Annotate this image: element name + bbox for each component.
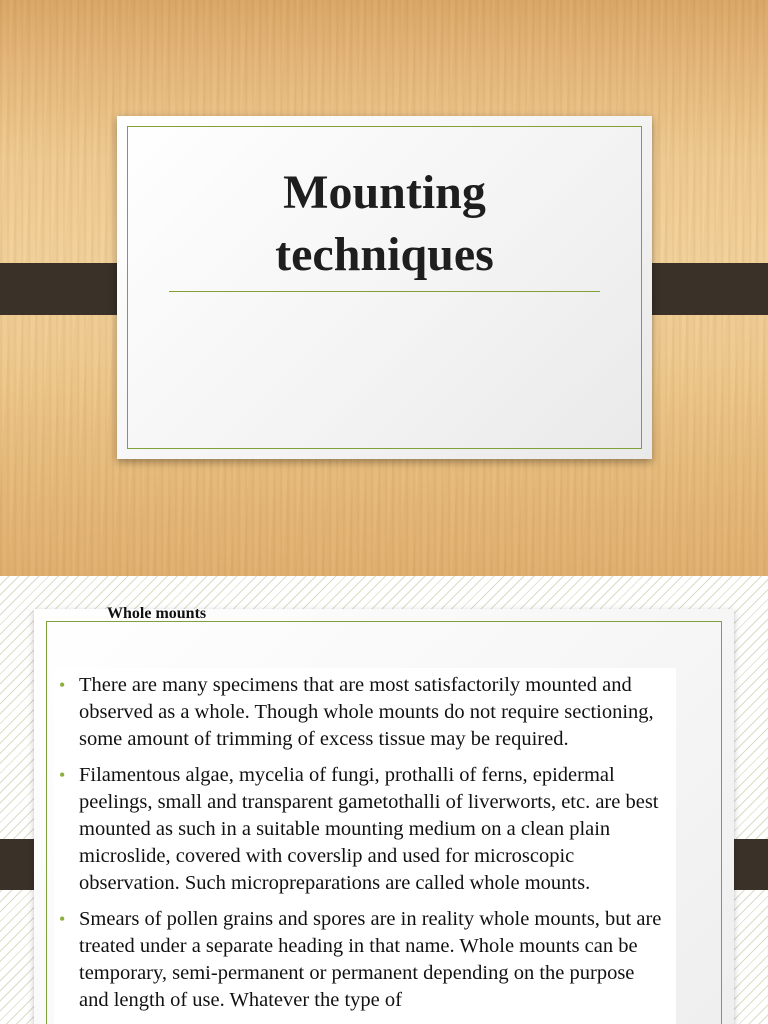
title-card bbox=[117, 116, 652, 459]
list-item bbox=[59, 672, 666, 753]
list-item bbox=[59, 906, 666, 1014]
bullet-icon: • bbox=[59, 765, 66, 785]
bullet-text: There are many specimens that are most satisfactorily mounted and observed as a whole. Though whole mounts do not require sectioning, some amount of trimming of excess tissue may be required. bbox=[79, 674, 654, 750]
bullet-icon: • bbox=[59, 909, 66, 929]
content-slide bbox=[0, 576, 768, 1024]
bullet-text: Filamentous algae, mycelia of fungi, prothalli of ferns, epidermal peelings, small and transparent gametothalli of liverworts, etc. are best mounted as such in a suitable mounting medium on a clean plain microslide, covered with coverslip and used for microscopic observation. Such micropreparations are called whole mounts. bbox=[79, 764, 659, 894]
bullet-list bbox=[54, 668, 676, 1014]
content-body bbox=[54, 668, 676, 1024]
slide-heading: Whole mounts bbox=[107, 605, 207, 622]
bullet-text: Smears of pollen grains and spores are in reality whole mounts, but are treated under a separate heading in that name. Whole mounts can be temporary, semi-permanent or permanent depending on the purpose and length of use. Whatever the type of bbox=[79, 908, 662, 1011]
bullet-icon: • bbox=[59, 675, 66, 695]
slide-title: Mounting techniques bbox=[275, 166, 494, 281]
content-card bbox=[34, 605, 734, 1024]
title-divider bbox=[169, 291, 600, 292]
list-item bbox=[59, 762, 666, 897]
